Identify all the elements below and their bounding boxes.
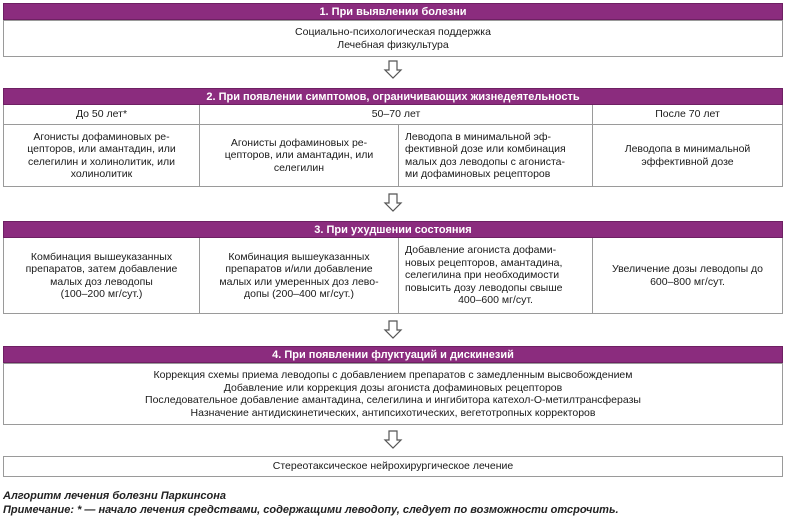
stage2-cell-50-70-b: Леводопа в минимальной эф- фективной дозе или комбинация малых доз леводопы с агониста- ми дофаминовых рецепторов bbox=[399, 125, 593, 187]
stage4-title: 4. При появлении флуктуаций и дискинезий bbox=[272, 348, 514, 361]
stage1-header bbox=[3, 3, 783, 20]
stage2-cell-under-50: Агонисты дофаминовых ре- цепторов, или амантадин, или селегилин и холинолитик, или холинолитик bbox=[4, 125, 200, 187]
stage4-box bbox=[3, 363, 783, 425]
figure-note bbox=[3, 504, 619, 516]
stage3-cell-50-70-b: Добавление агониста дофами- новых рецепторов, амантадина, селегилина при необходимости повысить дозу леводопы свыше 400–600 мг/сут. bbox=[399, 238, 593, 314]
stage4-line: Назначение антидискинетических, антипсихотических, вегетотропных корректоров bbox=[190, 406, 596, 419]
stage2-cell-over-70: Леводопа в минимальной эффективной дозе bbox=[593, 125, 783, 187]
age-group-50-70: 50–70 лет bbox=[200, 105, 593, 125]
figure-caption: Алгоритм лечения болезни Паркинсона bbox=[3, 490, 227, 502]
stage2-row bbox=[3, 125, 783, 187]
stage3-title: 3. При ухудшении состояния bbox=[314, 223, 472, 236]
stage1-box bbox=[3, 20, 783, 57]
stage3-cell-50-70-a: Комбинация вышеуказанных препаратов и/или добавление малых или умеренных доз лево- допы (200–400 мг/сут.) bbox=[200, 238, 399, 314]
stage5-line: Стереотаксическое нейрохирургическое лечение bbox=[272, 460, 514, 473]
stage2-title: 2. При появлении симптомов, ограничивающих жизнедеятельность bbox=[206, 90, 580, 103]
stage5-box bbox=[3, 456, 783, 477]
stage1-line: Лечебная физкультура bbox=[337, 38, 449, 51]
age-group-row bbox=[3, 105, 783, 125]
stage1-title: 1. При выявлении болезни bbox=[319, 5, 467, 18]
down-arrow-icon bbox=[383, 60, 403, 80]
stage4-line: Добавление или коррекция дозы агониста дофаминовых рецепторов bbox=[223, 381, 563, 394]
stage1-line: Социально-психологическая поддержка bbox=[295, 26, 491, 38]
stage4-line: Последовательное добавление амантадина, селегилина и ингибитора катехол-О-метилтрансферазы bbox=[145, 394, 641, 406]
stage3-cell-under-50: Комбинация вышеуказанных препаратов, затем добавление малых доз леводопы (100–200 мг/сут.) bbox=[4, 238, 200, 314]
note-text: * — начало лечения средствами, содержащими леводопу, следует по возможности отсрочить. bbox=[74, 504, 619, 516]
down-arrow-icon bbox=[383, 430, 403, 450]
stage3-header bbox=[3, 221, 783, 238]
stage2-cell-50-70-a: Агонисты дофаминовых ре- цепторов, или амантадин, или селегилин bbox=[200, 125, 399, 187]
stage3-row bbox=[3, 238, 783, 314]
stage4-line: Коррекция схемы приема леводопы с добавлением препаратов с замедленным высвобождением bbox=[153, 369, 633, 381]
note-label: Примечание: bbox=[3, 504, 75, 516]
age-group-over-70: После 70 лет bbox=[593, 105, 783, 125]
down-arrow-icon bbox=[383, 320, 403, 340]
age-group-under-50: До 50 лет* bbox=[4, 105, 200, 125]
stage3-cell-over-70: Увеличение дозы леводопы до 600–800 мг/сут. bbox=[593, 238, 783, 314]
stage4-header bbox=[3, 346, 783, 363]
stage2-header bbox=[3, 88, 783, 105]
down-arrow-icon bbox=[383, 193, 403, 213]
